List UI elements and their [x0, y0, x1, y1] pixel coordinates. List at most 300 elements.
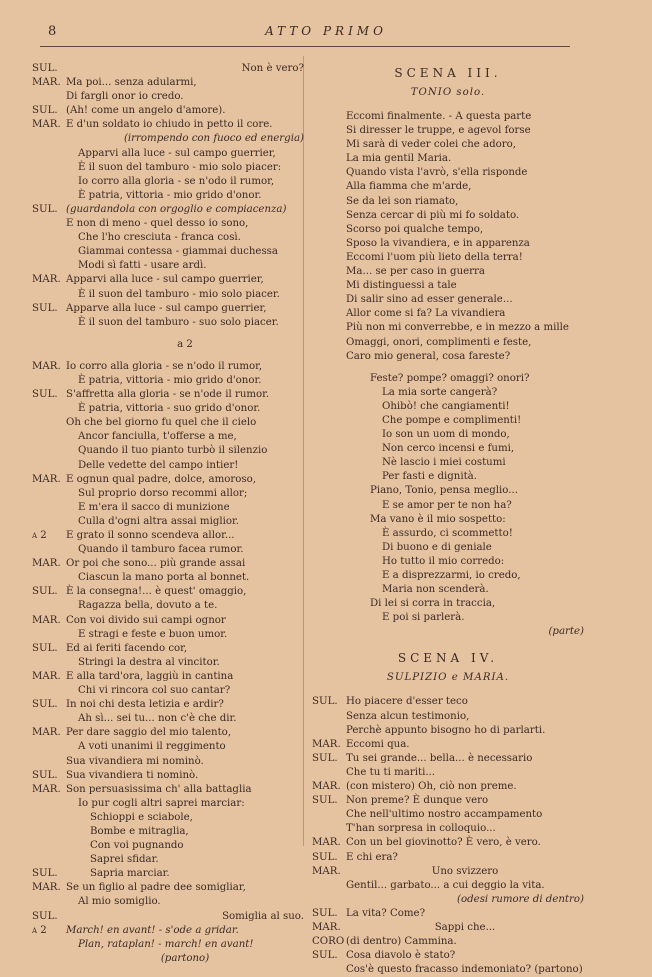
header-rule [40, 46, 570, 47]
verse-line [312, 386, 584, 400]
verse-line [32, 755, 304, 769]
verse-line [312, 414, 584, 428]
speaker-label: SUL. [312, 752, 338, 764]
speaker-label [312, 470, 346, 484]
verse-line [32, 118, 304, 132]
speaker-label: MAR. [32, 77, 61, 89]
speaker-label: SUL. [32, 63, 58, 74]
verse-text: Con voi divido sui campi ognor [66, 614, 226, 626]
speaker-label: SUL. [32, 586, 58, 598]
verse-text: Di lei si corra in traccia, [370, 598, 496, 610]
speaker-label: CORO [312, 936, 345, 948]
verse-text: Eccomi qua. [346, 738, 410, 750]
speaker-label [312, 484, 346, 498]
verse-text: È il suon del tamburo - mio solo piacer: [78, 161, 282, 173]
verse-line [32, 487, 304, 501]
verse-line [312, 307, 584, 321]
verse-line [32, 147, 304, 161]
verse-line [32, 515, 304, 529]
verse-line [32, 698, 304, 712]
speaker-label [312, 499, 346, 513]
speaker-label [32, 952, 66, 966]
speaker-label [312, 251, 346, 265]
verse-text: Se da lei son riamato, [346, 195, 459, 207]
speaker-label [312, 541, 346, 555]
speaker-label [32, 938, 66, 952]
verse-line [32, 374, 304, 388]
speaker-label [32, 895, 66, 909]
speaker-label [312, 110, 346, 124]
verse-text: Ed ai feriti facendo cor, [66, 642, 188, 654]
verse-text: Sua vivandiera mi nominò. [66, 755, 204, 767]
verse-text: È assurdo, ci scommetto! [382, 527, 513, 539]
speaker-label [312, 822, 346, 836]
speaker-label: MAR. [312, 921, 341, 933]
verse-text: Feste? pompe? omaggi? onori? [370, 372, 530, 384]
verse-line [312, 836, 584, 850]
verse-text: Ho tutto il mio corredo: [382, 555, 505, 567]
verse-text: Io corro alla gloria - se n'odo il rumor, [78, 175, 275, 187]
speaker-label [312, 124, 346, 138]
speaker-label: SUL. [32, 642, 58, 654]
verse-line [312, 710, 584, 724]
verse-text: Maria non scenderà. [382, 584, 489, 596]
verse-line [312, 949, 584, 963]
verse-line [32, 924, 304, 938]
verse-line [32, 726, 304, 740]
speaker-label [312, 597, 346, 611]
verse-line [32, 175, 304, 189]
speaker-label: MAR. [32, 558, 61, 570]
speaker-label [312, 386, 346, 400]
verse-line [312, 935, 584, 949]
verse-line [312, 166, 584, 180]
verse-line [312, 724, 584, 738]
speaker-label [32, 430, 66, 444]
verse-line [312, 963, 584, 977]
verse-text: Con voi pugnando [90, 840, 184, 852]
verse-line [32, 203, 304, 217]
scene-title: SCENA IV. [397, 651, 499, 666]
speaker-label [312, 307, 346, 321]
verse-line [312, 499, 584, 513]
verse-line [312, 611, 584, 625]
verse-text: Ancor fanciulla, t'offerse a me, [78, 431, 237, 443]
verse-line [32, 543, 304, 557]
verse-text: Cos'è questo fracasso indemoniato? (partono) [346, 964, 583, 976]
verse-line [32, 867, 304, 881]
verse-line [312, 470, 584, 484]
verse-text: Non è vero? [241, 63, 304, 74]
verse-line [32, 557, 304, 571]
verse-line [312, 442, 584, 456]
speaker-label: SUL. [312, 950, 338, 962]
speaker-label [312, 527, 346, 541]
verse-line [32, 839, 304, 853]
verse-line [312, 583, 584, 597]
verse-line [32, 360, 304, 374]
verse-text: (Ah! come un angelo d'amore). [66, 105, 226, 117]
verse-text: È la consegna!... è quest' omaggio, [66, 586, 247, 598]
speaker-label: SUL. [312, 907, 338, 919]
verse-text: È patria, vittoria - mio grido d'onor. [78, 189, 262, 201]
verse-line [312, 695, 584, 709]
verse-line [312, 555, 584, 569]
verse-line [312, 822, 584, 836]
spacer [32, 352, 304, 360]
speaker-label [32, 416, 66, 430]
verse-line [312, 865, 584, 879]
verse-line [32, 895, 304, 909]
verse-text: Caro mio general, cosa fareste? [346, 350, 511, 362]
verse-line [32, 259, 304, 273]
verse-line [32, 769, 304, 783]
verse-line [312, 597, 584, 611]
verse-line [312, 527, 584, 541]
spacer [312, 102, 584, 110]
speaker-label: MAR. [32, 360, 61, 372]
verse-line [312, 223, 584, 237]
verse-text: Saprei sfidar. [90, 854, 159, 866]
verse-text: Plan, rataplan! - march! en avant! [78, 938, 254, 950]
verse-line [32, 952, 304, 966]
verse-line [312, 484, 584, 498]
verse-line [312, 350, 584, 364]
verse-line [32, 161, 304, 175]
verse-text: E a disprezzarmi, io credo, [382, 570, 521, 581]
verse-line [32, 599, 304, 613]
verse-text: E ognun qual padre, dolce, amoroso, [66, 473, 256, 485]
page-number: 8 [48, 24, 57, 39]
verse-text: E chi era? [346, 851, 398, 863]
verse-text: Sul proprio dorso recommi allor; [78, 487, 248, 499]
verse-text: Son persuasissima ch' alla battaglia [66, 783, 252, 795]
verse-text: Scorso poi qualche tempo, [346, 223, 484, 235]
verse-text: March! en avant! - s'ode a gridar. [66, 924, 239, 936]
verse-text: Giammai contessa - giammai duchessa [78, 246, 278, 258]
speaker-label [32, 515, 66, 529]
verse-line [312, 456, 584, 470]
verse-line [312, 110, 584, 124]
speaker-label: SUL. [32, 910, 58, 922]
verse-line [32, 642, 304, 656]
verse-text: Sua vivandiera ti nominò. [66, 769, 199, 781]
speaker-label: MAR. [312, 738, 341, 750]
speaker-label: SUL. [312, 696, 338, 708]
verse-text: Io corro alla gloria - se n'odo il rumor, [66, 360, 263, 372]
verse-text: Mi distinguessi a tale [346, 280, 457, 292]
speaker-label [32, 656, 66, 670]
verse-text: In noi chi desta letizia e ardir? [66, 699, 224, 711]
right-column [312, 62, 584, 977]
verse-text: Ohibò! che cangiamenti! [382, 400, 510, 412]
verse-text: (parte) [548, 626, 584, 638]
verse-text: Quando il tamburo facea rumor. [78, 544, 244, 556]
speaker-label [32, 374, 66, 388]
verse-text: La mia sorte cangerà? [382, 386, 498, 398]
verse-text: La vita? Come? [346, 907, 426, 919]
verse-line [312, 152, 584, 166]
speaker-label: SUL. [32, 769, 58, 781]
verse-text: È patria, vittoria - suo grido d'onor. [78, 403, 261, 415]
verse-text: Schioppi e sciabole, [90, 811, 193, 823]
verse-line [32, 90, 304, 104]
speaker-label: SUL. [32, 389, 58, 401]
speaker-label [312, 808, 346, 822]
speaker-label [32, 740, 66, 754]
spacer [312, 639, 584, 647]
verse-text: Piano, Tonio, pensa meglio... [370, 485, 518, 497]
verse-text: S'affretta alla gloria - se n'ode il rumor. [66, 389, 270, 401]
verse-line [312, 428, 584, 442]
verse-text: Sapria marciar. [90, 868, 170, 880]
verse-text: Perchè appunto bisogno ho di parlarti. [346, 724, 546, 736]
verse-line [312, 321, 584, 335]
verse-line [32, 245, 304, 259]
verse-line [32, 388, 304, 402]
speaker-label [32, 811, 66, 825]
verse-text: Al mio somiglio. [78, 896, 161, 908]
speaker-label: SUL. [32, 868, 58, 880]
speaker-label [312, 166, 346, 180]
speaker-label [312, 223, 346, 237]
speaker-label [32, 316, 66, 330]
speaker-label [32, 825, 66, 839]
speaker-label: MAR. [32, 473, 61, 485]
speaker-label [312, 766, 346, 780]
verse-line [32, 881, 304, 895]
speaker-label [312, 195, 346, 209]
scene-title: SCENA III. [394, 66, 502, 80]
verse-line [32, 430, 304, 444]
verse-text: (guardandola con orgoglio e compiacenza) [66, 203, 287, 215]
verse-line [32, 459, 304, 473]
speaker-label [32, 543, 66, 557]
verse-text: Più non mi converrebbe, e in mezzo a mille [346, 322, 569, 334]
verse-text: Or poi che sono... più grande assai [66, 558, 246, 570]
speaker-label [32, 132, 66, 146]
speaker-label [312, 237, 346, 251]
verse-line [312, 336, 584, 350]
verse-line [32, 132, 304, 146]
verse-text: La mia gentil Maria. [346, 153, 452, 165]
verse-line [32, 825, 304, 839]
verse-line [32, 316, 304, 330]
speaker-label [312, 963, 346, 977]
speaker-label: MAR. [312, 865, 341, 877]
verse-text: Non preme? È dunque vero [346, 795, 489, 807]
verse-text: Ma poi... senza adularmi, [66, 77, 197, 89]
speaker-label: a 2 [32, 924, 47, 936]
verse-line [312, 265, 584, 279]
verse-text: Ah sì... sei tu... non c'è che dir. [78, 713, 237, 725]
verse-text: E stragi e feste e buon umor. [78, 628, 228, 640]
verse-text: È il suon del tamburo - suo solo piacer. [78, 316, 279, 328]
verse-text: E m'era il sacco di munizione [78, 501, 230, 513]
speaker-label [32, 459, 66, 473]
speaker-label [32, 684, 66, 698]
speaker-label [312, 442, 346, 456]
running-title: ATTO PRIMO [265, 24, 387, 38]
verse-text: È il suon del tamburo - mio solo piacer. [78, 288, 280, 300]
verse-text: Mi sarà di veder colei che adoro, [346, 139, 516, 151]
verse-text: Apparvi alla luce - sul campo guerrier, [66, 274, 264, 286]
speaker-label [312, 265, 346, 279]
verse-text: Apparve alla luce - sul campo guerrier, [66, 302, 267, 314]
verse-line [32, 62, 304, 76]
speaker-label: SUL. [32, 302, 58, 314]
verse-line [32, 501, 304, 515]
speaker-label [32, 571, 66, 585]
speaker-label [312, 414, 346, 428]
verse-text: Io pur cogli altri saprei marciar: [78, 797, 245, 809]
verse-text: (odesi rumore di dentro) [457, 893, 584, 905]
speaker-label [32, 487, 66, 501]
verse-line [32, 273, 304, 287]
speaker-label [312, 372, 346, 386]
speaker-label [32, 338, 66, 352]
speaker-label [312, 321, 346, 335]
speaker-label [32, 259, 66, 273]
verse-line [32, 402, 304, 416]
verse-line [32, 231, 304, 245]
verse-text: E non di meno - quel desso io sono, [66, 218, 249, 230]
verse-text: E alla tard'ora, laggiù in cantina [66, 670, 234, 682]
verse-text: Con un bel giovinotto? È vero, è vero. [346, 837, 541, 849]
speaker-label: MAR. [312, 837, 341, 849]
verse-line [32, 76, 304, 90]
verse-line [312, 251, 584, 265]
verse-text: Per dare saggio del mio talento, [66, 727, 232, 739]
verse-text: Alla fiamma che m'arde, [346, 181, 472, 193]
verse-text: Di buono e di geniale [382, 541, 492, 553]
verse-text: Chi vi rincora col suo cantar? [78, 685, 231, 697]
verse-text: Modi sì fatti - usare ardì. [78, 260, 207, 272]
speaker-label [312, 513, 346, 527]
verse-text: E se amor per te non ha? [382, 499, 512, 511]
verse-line [32, 529, 304, 543]
verse-line [312, 138, 584, 152]
verse-line [312, 921, 584, 935]
speaker-label: SUL. [32, 105, 58, 117]
verse-text: Di fargli onor io credo. [66, 91, 184, 103]
speaker-label: MAR. [32, 274, 61, 286]
speaker-label [312, 428, 346, 442]
verse-line [32, 670, 304, 684]
verse-line [32, 628, 304, 642]
speaker-label [312, 456, 346, 470]
spacer [32, 330, 304, 338]
verse-line [312, 794, 584, 808]
verse-text: Eccomi finalmente. - A questa parte [346, 111, 532, 122]
scene-subtitle: SULPIZIO e MARIA. [386, 672, 510, 684]
speaker-label: SUL. [312, 795, 338, 807]
scene-subtitle: TONIO solo. [410, 87, 486, 98]
verse-text: Che nell'ultimo nostro accampamento [346, 809, 543, 821]
speaker-label [312, 138, 346, 152]
verse-line [312, 400, 584, 414]
speaker-label: MAR. [32, 119, 61, 131]
verse-text: Senza cercar di più mi fo soldato. [346, 209, 520, 221]
verse-line [312, 738, 584, 752]
verse-text: Apparvi alla luce - sul campo guerrier, [78, 147, 276, 159]
verse-line [312, 293, 584, 307]
verse-text: Ciascun la mano porta al bonnet. [78, 572, 250, 584]
left-column [32, 62, 304, 966]
speaker-label: MAR. [32, 614, 61, 626]
speaker-label [312, 336, 346, 350]
verse-line [32, 938, 304, 952]
verse-text: Non cerco incensi e fumi, [382, 443, 515, 455]
verse-text: Che l'ho cresciuta - franca così. [78, 232, 241, 244]
verse-text: Allor come si fa? La vivandiera [346, 308, 506, 320]
speaker-label [32, 755, 66, 769]
speaker-label [32, 288, 66, 302]
verse-line [312, 808, 584, 822]
speaker-label [312, 400, 346, 414]
verse-line [32, 910, 304, 924]
verse-text: È patria, vittoria - mio grido d'onor. [78, 374, 262, 386]
speaker-label [312, 279, 346, 293]
speaker-label: SUL. [312, 851, 338, 863]
verse-text: Uno svizzero [431, 865, 499, 877]
speaker-label [312, 180, 346, 194]
verse-text: (con mistero) Oh, ciò non preme. [346, 781, 517, 793]
verse-line [32, 444, 304, 458]
verse-text: Omaggi, onori, complimenti e feste, [346, 336, 532, 348]
verse-text: Senza alcun testimonio, [346, 710, 470, 722]
speaker-label [32, 189, 66, 203]
verse-text: (irrompendo con fuoco ed energia) [123, 133, 304, 145]
speaker-label [32, 599, 66, 613]
speaker-label [32, 853, 66, 867]
verse-line [32, 783, 304, 797]
speaker-label [312, 879, 346, 893]
verse-text: Ho piacere d'esser teco [346, 696, 468, 708]
verse-line [312, 569, 584, 583]
verse-text: Culla d'ogni altra assai miglior. [78, 515, 240, 527]
verse-line [312, 766, 584, 780]
verse-line [32, 811, 304, 825]
verse-line [312, 541, 584, 555]
speaker-label [312, 209, 346, 223]
speaker-label: a 2 [32, 530, 47, 541]
verse-text: Se un figlio al padre dee somigliar, [66, 882, 246, 894]
speaker-label [312, 152, 346, 166]
speaker-label [32, 628, 66, 642]
speaker-label [32, 402, 66, 416]
verse-line [312, 907, 584, 921]
speaker-label [32, 501, 66, 515]
speaker-label [312, 625, 346, 639]
verse-line [32, 302, 304, 316]
speaker-label: MAR. [32, 783, 61, 795]
verse-line [32, 740, 304, 754]
verse-text: T'han sorpresa in colloquio... [346, 823, 496, 835]
verse-text: Delle vedette del campo intier! [78, 459, 239, 471]
speaker-label [32, 161, 66, 175]
verse-text: (partono) [160, 952, 210, 964]
verse-line [32, 473, 304, 487]
speaker-label [312, 569, 346, 583]
verse-text: Gentil... garbato... a cui deggio la vita. [346, 879, 545, 891]
speaker-label [32, 444, 66, 458]
speaker-label [312, 583, 346, 597]
verse-text: E poi si parlerà. [382, 612, 465, 624]
speaker-label: SUL. [32, 203, 58, 215]
verse-line [32, 656, 304, 670]
verse-line [312, 513, 584, 527]
